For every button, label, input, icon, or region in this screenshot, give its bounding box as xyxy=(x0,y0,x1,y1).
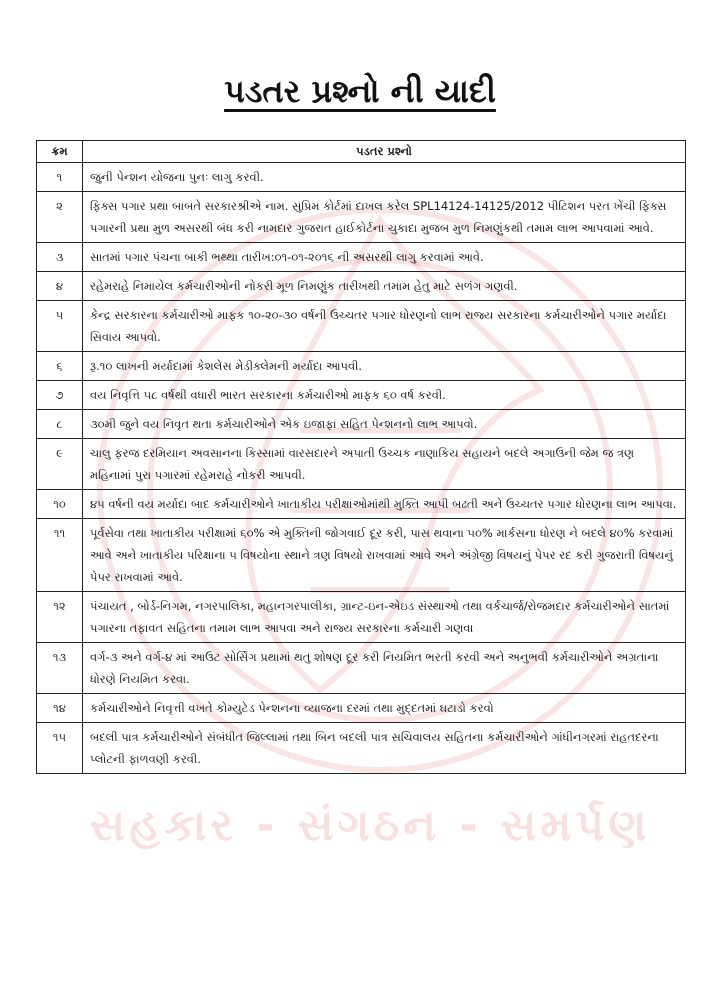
row-number: ૧૫ xyxy=(37,723,83,774)
table-row xyxy=(37,352,686,381)
table-row xyxy=(37,243,686,272)
table-row xyxy=(37,439,686,490)
table-row xyxy=(37,694,686,723)
row-number: ૨ xyxy=(37,192,83,243)
row-text: ફિક્સ પગાર પ્રથા બાબતે સરકારશ્રીએ નામ. સુપ્રિમ કોર્ટમાં દાખલ કરેલ SPL14124-14125/2012 પીટિશન પરત ખેંચી ફિક્સ પગારની પ્રથા મુળ અસરથી બંધ કરી નામદાર ગુજરાત હાઈકોર્ટના ચુકાદા મુજબ મુળ નિમણુંકથી તમામ લાભ આપવામાં આવે. xyxy=(83,192,686,243)
watermark-slogan: સહકાર - સંગઠન - સમર્પણ xyxy=(89,800,651,851)
row-text: ૪૫ વર્ષની વય મર્યાદા બાદ કર્મચારીઓને ખાતાકીય પરીક્ષાઓમાંથી મુક્તિ આપી બઢતી અને ઉચ્ચતર પગાર ધોરણના લાભ આપવા. xyxy=(83,490,686,519)
row-text: રહેમરાહે નિમાયેલ કર્મચારીઓની નોકરી મૂળ નિમણુંક તારીખથી તમામ હેતુ માટે સળંગ ગણવી. xyxy=(83,272,686,301)
row-text: વર્ગ-૩ અને વર્ગ-૪ માં આઉટ સોર્સિંગ પ્રથામાં થતુ શોષણ દૂર કરી નિયમિત ભરતી કરવી અને અનુભવી કર્મચારીઓને અગ્રતાના ધોરણે નિયમિત કરવા. xyxy=(83,643,686,694)
row-text: કર્મચારીઓને નિવૃત્તી વખતે કોમ્યુટેડ પેન્શનના વ્યાજના દરમાં તથા મુદ્દતમાં ઘટાડો કરવો xyxy=(83,694,686,723)
page-title xyxy=(0,72,720,111)
table-row xyxy=(37,592,686,643)
row-number: ૧૪ xyxy=(37,694,83,723)
row-text: રૂ.૧૦ લાખની મર્યાદામાં કેશલેસ મેડીક્લેમની મર્યાદા આપવી. xyxy=(83,352,686,381)
row-number: ૧ xyxy=(37,163,83,192)
row-text: પંચાયત , બોર્ડ-નિગમ, નગરપાલિકા, મહાનગરપાલીકા, ગ્રાન્ટ-ઇન-એઇડ સંસ્થાઓ તથા વર્કચાર્જ/રોજમદાર કર્મચારીઓને સાતમાં પગારના તફાવત સહિતના તમામ લાભ આપવા અને રાજ્ય સરકારના કર્મચારી ગણવા xyxy=(83,592,686,643)
table-row xyxy=(37,192,686,243)
row-number: ૬ xyxy=(37,352,83,381)
table-row xyxy=(37,519,686,592)
row-text: પૂર્વસેવા તથા ખાતાકીય પરીક્ષામાં ૬૦% એ મુક્તિની જોગવાઈ દૂર કરી, પાસ થવાના ૫૦% માર્કસના ધોરણ ને બદલે ૪૦% કરવામાં આવે અને ખાતાકીય પરિક્ષાના ૫ વિષયોના સ્થાને ત્રણ વિષયો રાખવામાં આવે અને અંગ્રેજી વિષયનું પેપર રદ કરી ગુજરાતી વિષયનું પેપર રાખવામાં આવે. xyxy=(83,519,686,592)
header-questions: પડતર પ્રશ્નો xyxy=(83,141,686,163)
table-row xyxy=(37,381,686,410)
table-row xyxy=(37,410,686,439)
row-number: ૧૨ xyxy=(37,592,83,643)
row-text: ૩૦મી જુને વય નિવૃત થતા કર્મચારીઓને એક ઇજાફા સહિત પેન્શનનો લાભ આપવો. xyxy=(83,410,686,439)
row-number: ૭ xyxy=(37,381,83,410)
row-number: ૮ xyxy=(37,410,83,439)
row-number: ૯ xyxy=(37,439,83,490)
row-number: ૧૦ xyxy=(37,490,83,519)
table-row xyxy=(37,723,686,774)
row-text: ચાલુ ફરજ દરમિયાન અવસાનના કિસ્સામાં વારસદારને અપાતી ઉચ્ચક નાણાકિય સહાયને બદલે અગાઉની જેમ જ ત્રણ મહિનામાં પુરા પગારમાં રહેમરાહે નોકરી આપવી. xyxy=(83,439,686,490)
table-row xyxy=(37,490,686,519)
row-text: સાતમાં પગાર પંચના બાકી ભથ્થા તારીખ:૦૧-૦૧-૨૦૧૬ ની અસરથી લાગુ કરવામાં આવે. xyxy=(83,243,686,272)
header-serial: ક્રમ xyxy=(37,141,83,163)
table-row xyxy=(37,643,686,694)
table-header-row xyxy=(37,141,686,163)
row-text: જુની પેન્શન યોજના પુનઃ લાગુ કરવી. xyxy=(83,163,686,192)
row-text: બદલી પાત્ર કર્મચારીઓને સંબંધીત જિલ્લામાં તથા બિન બદલી પાત્ર સચિવાલય સહિતના કર્મચારીઓને ગાંધીનગરમાં રાહતદરના પ્લોટની ફાળવણી કરવી. xyxy=(83,723,686,774)
row-text: વય નિવૃત્તિ ૫૮ વર્ષથી વધારી ભારત સરકારના કર્મચારીઓ માફક ૬૦ વર્ષ કરવી. xyxy=(83,381,686,410)
row-number: ૫ xyxy=(37,301,83,352)
row-text: કેન્દ્ર સરકારના કર્મચારીઓ માફક ૧૦-૨૦-૩૦ વર્ષની ઉચ્ચતર પગાર ધોરણનો લાભ રાજ્ય સરકારના કર્મચારીઓને પગાર મર્યાદા સિવાય આપવો. xyxy=(83,301,686,352)
table-row xyxy=(37,272,686,301)
row-number: ૧૩ xyxy=(37,643,83,694)
table-row xyxy=(37,301,686,352)
questions-table xyxy=(36,140,686,774)
table-row xyxy=(37,163,686,192)
row-number: ૩ xyxy=(37,243,83,272)
row-number: ૧૧ xyxy=(37,519,83,592)
page-title-text: પડતર પ્રશ્નો ની યાદી xyxy=(224,72,496,110)
row-number: ૪ xyxy=(37,272,83,301)
